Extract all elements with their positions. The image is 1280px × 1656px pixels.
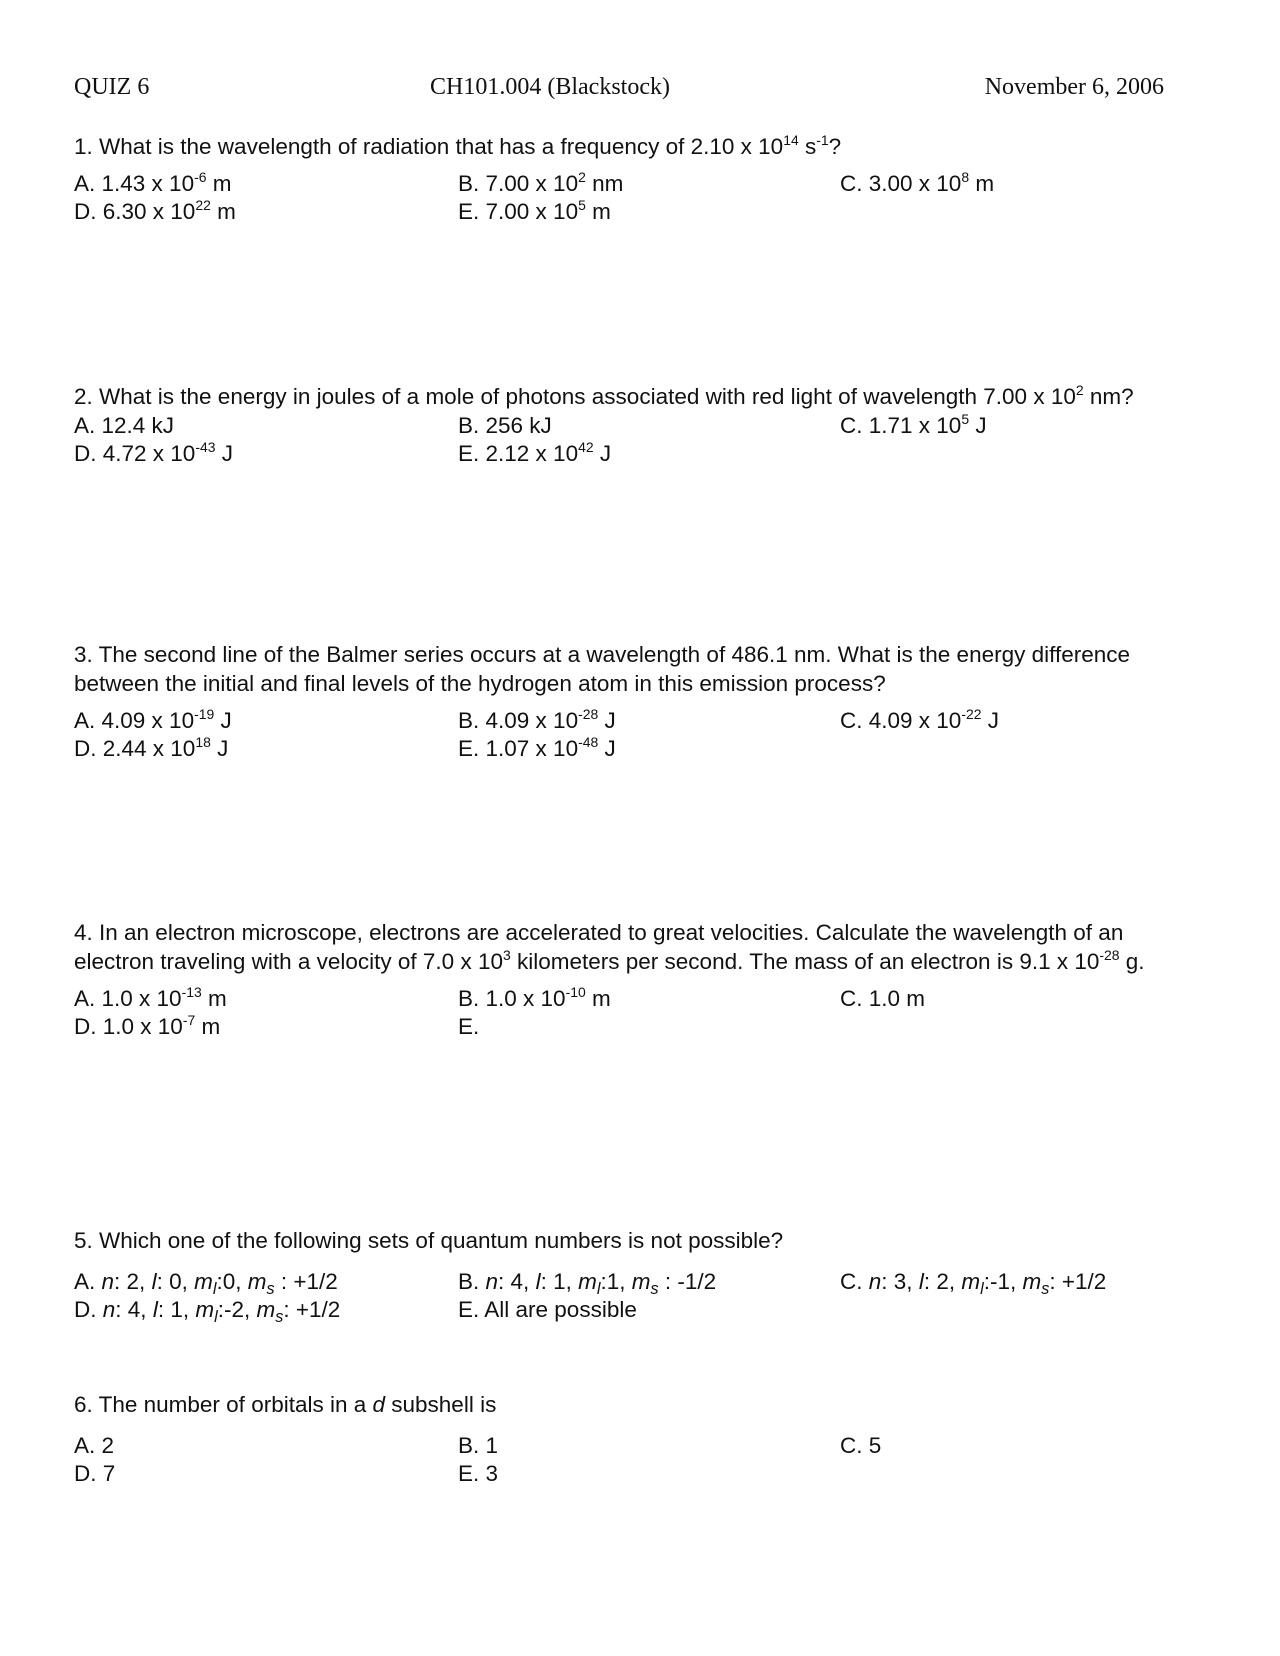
question-5-stem: 5. Which one of the following sets of quantum numbers is not possible?	[74, 1228, 784, 1253]
option-d: D. 4.72 x $10^{-43}$ J	[74, 439, 233, 466]
option-d: D. 6.30 x $10^{22}$ m	[74, 197, 236, 224]
option-c: C. n: 3, l: 2, $m_l:-1$, $m_s$: +1/2	[840, 1269, 1107, 1298]
question-3-stem: 3. The second line of the Balmer series occurs at a wavelength of 486.1 nm. What is the energy difference between the initial and final levels of the hydrogen atom in this emission process?	[74, 642, 1131, 696]
option-a: A. n: 2, l: 0, $m_l:0$, $m_s$ : +1/2	[74, 1269, 338, 1298]
course-code: CH101.004 (Blackstock)	[430, 74, 670, 100]
question-1	[74, 132, 1204, 227]
option-c: C. 5	[840, 1433, 882, 1458]
option-d: D. 1.0 x $10^{-7}$ m	[74, 1012, 221, 1039]
option-d: D. 7	[74, 1461, 116, 1486]
question-4	[74, 918, 1204, 1042]
question-5-options	[74, 1267, 1204, 1325]
option-b: B. 1	[458, 1433, 499, 1458]
option-b: B. 4.09 x $10^{-28}$ J	[458, 706, 616, 733]
question-3	[74, 640, 1204, 764]
option-e: E.	[458, 1014, 480, 1039]
option-b: B. 1.0 x $10^{-10}$ m	[458, 984, 611, 1011]
question-3-options	[74, 706, 1204, 764]
option-d: D. n: 4, l: 1, $m_l:-2$, $m_s$: +1/2	[74, 1297, 341, 1326]
option-e: E. 7.00 x $10^5$ m	[458, 197, 611, 224]
question-4-stem: 4. In an electron microscope, electrons are accelerated to great velocities. Calculate the wavelength of an electron traveling with a velocity of 7.0 x $10^3$ kilometers per second. The mass of an electron is 9.1 x $10^{-28}$ g.	[74, 920, 1145, 974]
quiz-title: QUIZ 6	[74, 74, 150, 100]
question-6-stem: 6. The number of orbitals in a d subshell is	[74, 1392, 497, 1417]
question-4-options	[74, 984, 1204, 1042]
option-c: C. 3.00 x $10^8$ m	[840, 169, 995, 196]
option-d: D. 2.44 x $10^{18}$ J	[74, 734, 229, 761]
option-e: E. 3	[458, 1461, 499, 1486]
option-e: E. All are possible	[458, 1297, 637, 1322]
option-b: B. 7.00 x $10^2$ nm	[458, 169, 624, 196]
question-6	[74, 1390, 1204, 1489]
option-c: C. 1.0 m	[840, 986, 926, 1011]
question-2-stem: 2. What is the energy in joules of a mole of photons associated with red light of wavelength 7.00 x $10^2$ nm?	[74, 382, 1134, 409]
option-b: B. 256 kJ	[458, 413, 552, 438]
quiz-date: November 6, 2006	[984, 74, 1164, 100]
question-5	[74, 1226, 1204, 1325]
question-2-options	[74, 411, 1204, 469]
option-a: A. 12.4 kJ	[74, 413, 175, 438]
option-a: A. 1.43 x $10^{-6}$ m	[74, 169, 232, 196]
option-b: B. n: 4, l: 1, $m_l:1$, $m_s$ : -1/2	[458, 1269, 717, 1298]
option-a: A. 1.0 x $10^{-13}$ m	[74, 984, 227, 1011]
question-1-stem: 1. What is the wavelength of radiation that has a frequency of 2.10 x $10^{14}$ $s^{-1}$?	[74, 132, 842, 159]
option-a: A. 4.09 x $10^{-19}$ J	[74, 706, 232, 733]
quiz-header	[74, 74, 1164, 106]
option-e: E. 2.12 x $10^{42}$ J	[458, 439, 612, 466]
question-2	[74, 382, 1204, 469]
option-a: A. 2	[74, 1433, 115, 1458]
question-1-options	[74, 169, 1204, 227]
question-6-options	[74, 1431, 1204, 1489]
option-e: E. 1.07 x $10^{-48}$ J	[458, 734, 616, 761]
option-c: C. 4.09 x $10^{-22}$ J	[840, 706, 999, 733]
option-c: C. 1.71 x $10^5$ J	[840, 411, 987, 438]
